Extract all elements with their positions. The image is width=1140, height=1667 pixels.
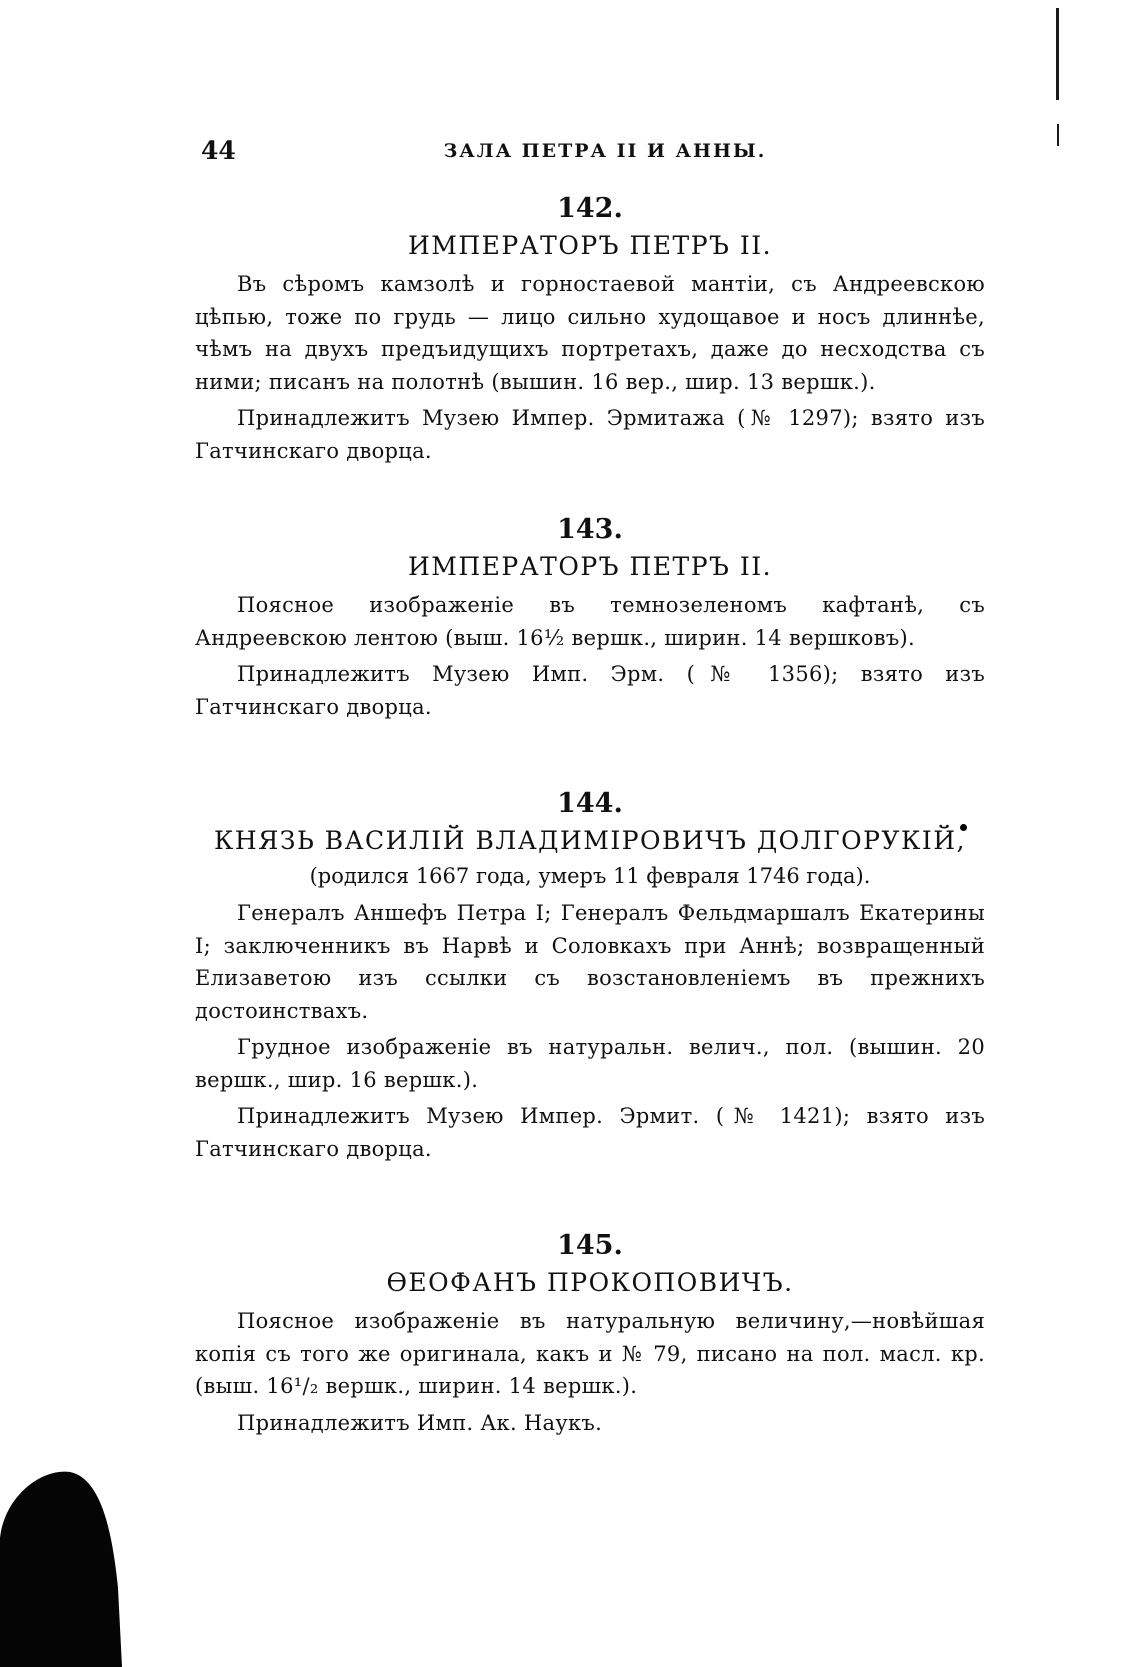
entry-title: ИМПЕРАТОРЪ ПЕТРЪ II. bbox=[407, 552, 773, 581]
catalog-entry-142 bbox=[195, 190, 985, 467]
entry-biography: Генералъ Аншефъ Петра I; Генералъ Фельдмаршалъ Екатерины I; заключенникъ въ Нарвѣ и Соловкахъ при Аннѣ; возвращенный Елизаветою изъ ссылки съ возстановленіемъ въ прежнихъ достоинствахъ. bbox=[195, 901, 985, 1023]
entry-number: 142. bbox=[557, 193, 623, 224]
entry-number: 143. bbox=[557, 514, 623, 545]
entry-number: 145. bbox=[557, 1230, 623, 1261]
binding-shadow bbox=[0, 1468, 130, 1667]
entry-number: 144. bbox=[557, 788, 623, 819]
entry-description: Поясное изображеніе въ темнозеленомъ кафтанѣ, съ Андреевскою лентою (выш. 16½ вершк., ширин. 14 вершковъ). bbox=[195, 593, 985, 650]
entry-title: ИМПЕРАТОРЪ ПЕТРЪ II. bbox=[407, 231, 773, 260]
catalog-entry-145 bbox=[195, 1227, 985, 1439]
running-title: ЗАЛА ПЕТРА II И АННЫ. bbox=[443, 140, 767, 162]
entry-description: Поясное изображеніе въ натуральную величину,—новѣйшая копія съ того же оригинала, какъ и № 79, писано на пол. масл. кр. (выш. 16¹/₂ вершк., ширин. 14 вершк.). bbox=[195, 1309, 985, 1398]
scan-edge-mark bbox=[1057, 124, 1059, 146]
scan-edge-line bbox=[1056, 8, 1059, 100]
book-page bbox=[195, 120, 985, 1439]
entry-provenance: Принадлежитъ Имп. Ак. Наукъ. bbox=[237, 1410, 603, 1435]
entry-provenance: Принадлежитъ Музею Импер. Эрмит. (№ 1421); взято изъ Гатчинскаго дворца. bbox=[195, 1104, 985, 1161]
catalog-entry-144 bbox=[195, 785, 985, 1165]
page-number: 44 bbox=[201, 136, 236, 165]
entry-title: КНЯЗЬ ВАСИЛІЙ ВЛАДИМІРОВИЧЪ ДОЛГОРУКІЙ, bbox=[214, 826, 966, 855]
entry-provenance: Принадлежитъ Музею Импер. Эрмитажа (№ 1297); взято изъ Гатчинскаго дворца. bbox=[195, 406, 985, 463]
entry-life-dates: (родился 1667 года, умеръ 11 февраля 1746 года). bbox=[309, 864, 871, 888]
entry-provenance: Принадлежитъ Музею Имп. Эрм. (№ 1356); взято изъ Гатчинскаго дворца. bbox=[195, 662, 985, 719]
entry-description: Грудное изображеніе въ натуральн. велич., пол. (вышин. 20 вершк., шир. 16 вершк.). bbox=[195, 1035, 985, 1092]
running-head bbox=[195, 120, 985, 170]
entry-description: Въ сѣромъ камзолѣ и горностаевой мантіи, съ Андреевскою цѣпью, тоже по грудь — лицо сильно худощавое и носъ длиннѣе, чѣмъ на двухъ предъидущихъ портретахъ, даже до несходства съ ними; писанъ на полотнѣ (вышин. 16 вер., шир. 13 вершк.). bbox=[195, 272, 985, 394]
catalog-entry-143 bbox=[195, 511, 985, 723]
entry-title: ѲЕОФАНЪ ПРОКОПОВИЧЪ. bbox=[386, 1268, 794, 1297]
